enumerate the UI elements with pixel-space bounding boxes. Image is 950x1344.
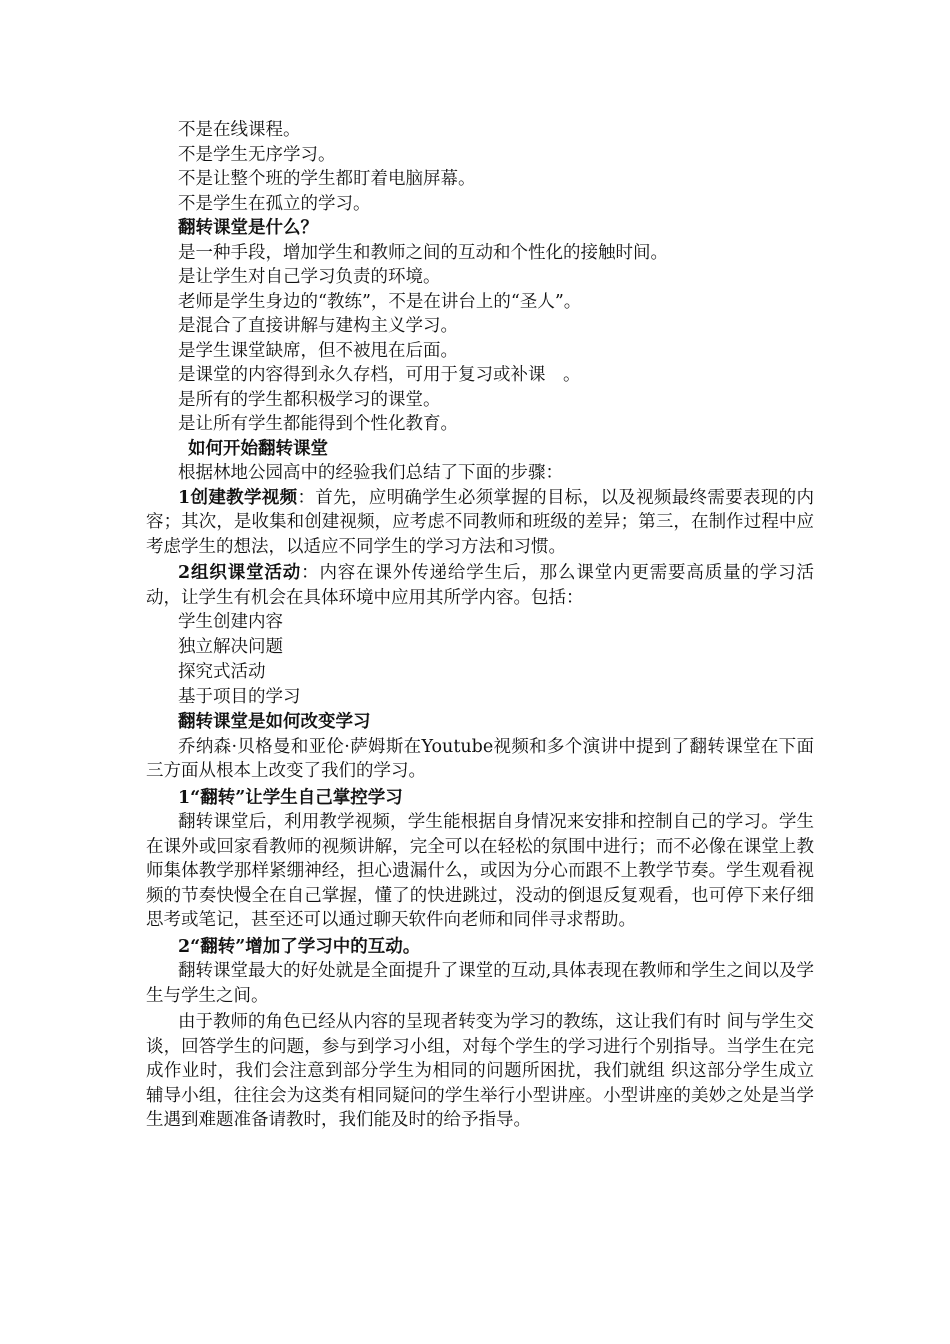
change-1-heading: 1“翻转”让学生自己掌控学习	[178, 787, 403, 808]
document-page	[146, 118, 814, 1133]
change-2-paragraph-1: 翻转课堂最大的好处就是全面提升了课堂的互动,具体表现在教师和学生之间以及学生与学生之间。	[146, 961, 814, 1006]
activity-item: 探究式活动	[178, 662, 266, 682]
activity-item: 学生创建内容	[178, 612, 283, 632]
section-heading-what: 翻转课堂是什么？	[178, 218, 318, 238]
change-intro: 乔纳森·贝格曼和亚伦·萨姆斯在Youtube视频和多个演讲中提到了翻转课堂在下面三方面从根本上改变了我们的学习。	[146, 736, 814, 781]
not-list-item: 不是学生在孤立的学习。	[178, 193, 371, 214]
what-list-item: 老师是学生身边的“教练”，不是在讲台上的“圣人”。	[178, 291, 582, 312]
what-list-item: 是让所有学生都能得到个性化教育。	[178, 414, 458, 434]
what-list-item: 是让学生对自己学习负责的环境。	[178, 267, 441, 287]
step-2-label: 2组织课堂活动	[178, 563, 302, 583]
what-list-item: 是混合了直接讲解与建构主义学习。	[178, 316, 458, 336]
section-heading-change: 翻转课堂是如何改变学习	[178, 712, 371, 732]
step-2-paragraph	[146, 561, 814, 610]
change-2-paragraph-2: 由于教师的角色已经从内容的呈现者转变为学习的教练，这让我们有时 间与学生交谈，回答学生的问题，参与到学习小组，对每个学生的学习进行个别指导。当学生在完成作业时，我们会注意到部分学生为相同的问题所困扰，我们就组 织这部分学生成立辅导小组，往往会为这类有相同疑问的学生举行小型讲座。小型讲座的美妙之处是当学生遇到难题准备请教时，我们能及时的给予指导。	[146, 1012, 814, 1130]
not-list-item: 不是让整个班的学生都盯着电脑屏幕。	[178, 169, 476, 189]
step-1-paragraph	[146, 486, 814, 560]
step-1-label: 1创建教学视频	[178, 487, 298, 508]
what-list-item: 是课堂的内容得到永久存档，可用于复习或补课 。	[178, 365, 581, 385]
what-list-item: 是所有的学生都积极学习的课堂。	[178, 389, 441, 410]
activity-item: 独立解决问题	[178, 637, 283, 657]
what-list-item: 是一种手段，增加学生和教师之间的互动和个性化的接触时间。	[178, 242, 668, 263]
change-1-paragraph: 翻转课堂后，利用教学视频，学生能根据自身情况来安排和控制自己的学习。学生在课外或回家看教师的视频讲解，完全可以在轻松的氛围中进行；而不必像在课堂上教师集体教学那样紧绷神经，担心遗漏什么，或因为分心而跟不上教学节奏。学生观看视频的节奏快慢全在自己掌握，懂了的快进跳过，没动的倒退反复观看，也可停下来仔细思考或笔记，甚至还可以通过聊天软件向老师和同伴寻求帮助。	[146, 812, 814, 930]
section-heading-how: 如何开始翻转课堂	[188, 438, 328, 459]
change-2-heading: 2“翻转”增加了学习中的互动。	[178, 936, 421, 957]
activity-item: 基于项目的学习	[178, 687, 301, 707]
step-1-text: ：首先，应明确学生必须掌握的目标，以及视频最终需要表现的内容；其次，是收集和创建视频，应考虑不同教师和班级的差异；第三，在制作过程中应考虑学生的想法，以适应不同学生的学习方法和习惯。	[146, 487, 815, 557]
what-list-item: 是学生课堂缺席，但不被甩在后面。	[178, 340, 458, 361]
not-list-item: 不是学生无序学习。	[178, 144, 336, 165]
not-list-item: 不是在线课程。	[178, 120, 301, 140]
how-intro: 根据林地公园高中的经验我们总结了下面的步骤：	[178, 463, 563, 483]
step-2-text: ：内容在课外传递给学生后，那么课堂内更需要高质量的学习活动，让学生有机会在具体环境中应用其所学内容。包括：	[146, 563, 814, 608]
